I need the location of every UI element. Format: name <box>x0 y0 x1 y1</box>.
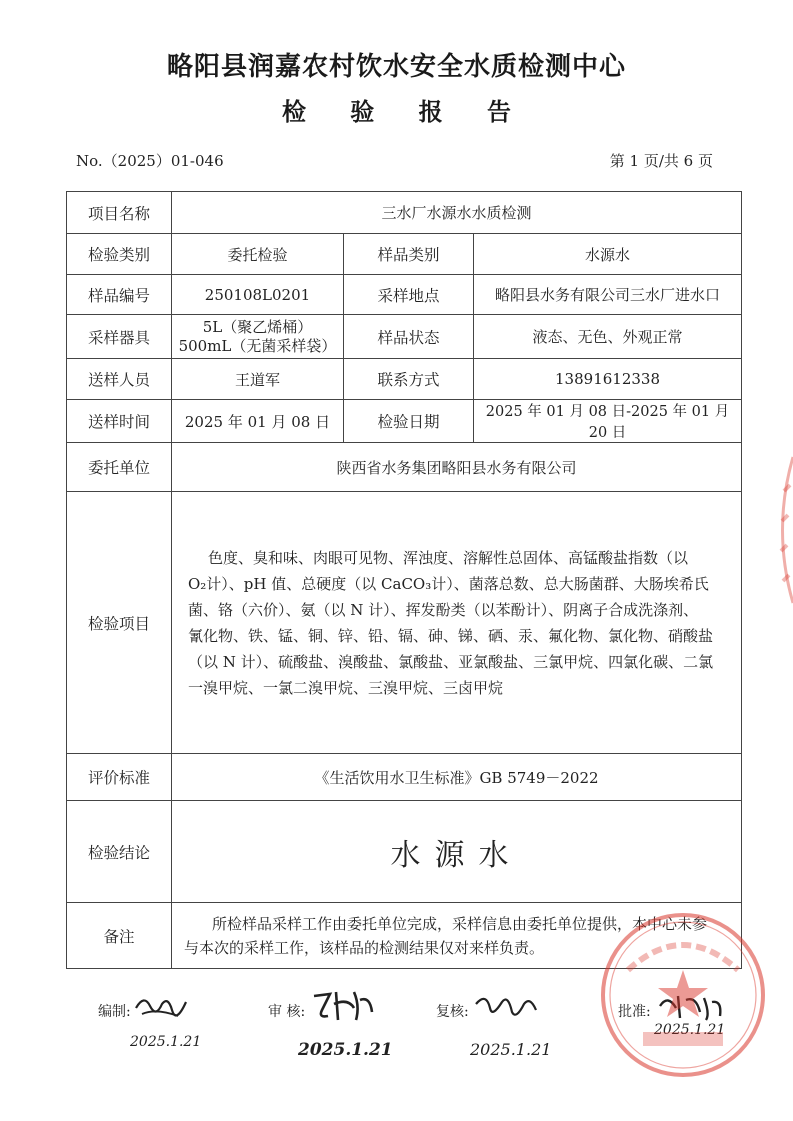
container-label: 采样器具 <box>67 315 172 359</box>
conclusion-label: 检验结论 <box>67 801 172 903</box>
items-line: （以 N 计）、硫酸盐、溴酸盐、氯酸盐、亚氯酸盐、三氯甲烷、四氯化碳、二氯 <box>188 652 714 671</box>
project-label: 项目名称 <box>67 192 172 234</box>
sample-no-label: 样品编号 <box>67 275 172 315</box>
category-label: 检验类别 <box>67 234 172 275</box>
seal-edge-stamp <box>770 455 793 605</box>
report-table <box>66 191 742 969</box>
items-line: 一溴甲烷、一氯二溴甲烷、三溴甲烷、三卤甲烷 <box>188 678 504 697</box>
org-title: 略阳县润嘉农村饮水安全水质检测中心 <box>166 52 626 82</box>
table-row <box>67 275 742 315</box>
category-value: 委托检验 <box>172 234 344 275</box>
state-value: 液态、无色、外观正常 <box>474 315 742 359</box>
standard-label: 评价标准 <box>67 754 172 801</box>
inspection-seal <box>598 910 768 1080</box>
table-row <box>67 443 742 492</box>
table-row <box>67 234 742 275</box>
sender-value: 王道军 <box>172 359 344 400</box>
client-value: 陕西省水务集团略阳县水务有限公司 <box>172 443 742 492</box>
items-line: O₂计）、pH 值、总硬度（以 CaCO₃计）、菌落总数、总大肠菌群、大肠埃希氏 <box>188 574 709 593</box>
items-line: 氰化物、铁、锰、铜、锌、铅、镉、砷、锑、硒、汞、氟化物、氯化物、硝酸盐 <box>188 626 714 645</box>
items-line: 色度、臭和味、肉眼可见物、浑浊度、溶解性总固体、高锰酸盐指数（以 <box>208 548 689 567</box>
container-line-2: 500mL（无菌采样袋） <box>178 336 337 355</box>
container-line-1: 5L（聚乙烯桶） <box>202 317 313 336</box>
compiler-label: 编制: <box>98 1004 131 1020</box>
send-time-value: 2025 年 01 月 08 日 <box>172 400 344 443</box>
table-row <box>67 315 742 359</box>
approver-label: 批准: <box>618 1004 651 1020</box>
table-row <box>67 400 742 443</box>
table-row <box>67 359 742 400</box>
items-value <box>172 492 742 754</box>
checker-signature <box>472 990 542 1024</box>
conclusion-value: 水源水 <box>172 801 742 903</box>
report-title: 检 验 报 告 <box>281 98 530 126</box>
sample-type-value: 水源水 <box>474 234 742 275</box>
reviewer-label: 审 核: <box>268 1004 306 1020</box>
reviewer-signature <box>308 986 378 1026</box>
table-row <box>67 754 742 801</box>
state-label: 样品状态 <box>344 315 474 359</box>
table-row <box>67 192 742 234</box>
approver-date: 2025.1.21 <box>654 1022 726 1038</box>
sample-type-label: 样品类别 <box>344 234 474 275</box>
site-value: 略阳县水务有限公司三水厂进水口 <box>474 275 742 315</box>
container-value <box>172 315 344 359</box>
remark-line-1: 所检样品采样工作由委托单位完成，采样信息由委托单位提供，本中心未参 <box>212 914 708 933</box>
report-number: No.（2025）01-046 <box>76 152 224 170</box>
contact-value: 13891612338 <box>474 359 742 400</box>
items-line: 菌、铬（六价）、氨（以 N 计）、挥发酚类（以苯酚计）、阴离子合成洗涤剂、 <box>188 600 699 619</box>
site-label: 采样地点 <box>344 275 474 315</box>
sample-no-value: 250108L0201 <box>172 275 344 315</box>
reviewer-date: 2025.1.21 <box>298 1040 393 1060</box>
items-label: 检验项目 <box>67 492 172 754</box>
compiler-signature <box>132 990 192 1022</box>
test-date-value: 2025 年 01 月 08 日-2025 年 01 月 20 日 <box>474 400 742 443</box>
checker-label: 复核: <box>436 1004 469 1020</box>
contact-label: 联系方式 <box>344 359 474 400</box>
checker-date: 2025.1.21 <box>470 1040 552 1059</box>
remark-line-2: 与本次的采样工作，该样品的检测结果仅对来样负责。 <box>184 938 545 957</box>
project-value: 三水厂水源水水质检测 <box>172 192 742 234</box>
test-date-label: 检验日期 <box>344 400 474 443</box>
standard-value: 《生活饮用水卫生标准》GB 5749－2022 <box>172 754 742 801</box>
compiler-date: 2025.1.21 <box>130 1034 202 1050</box>
client-label: 委托单位 <box>67 443 172 492</box>
remark-label: 备注 <box>67 903 172 969</box>
page-indicator: 第 1 页/共 6 页 <box>609 152 713 170</box>
send-time-label: 送样时间 <box>67 400 172 443</box>
table-row <box>67 801 742 903</box>
sender-label: 送样人员 <box>67 359 172 400</box>
table-row <box>67 492 742 754</box>
